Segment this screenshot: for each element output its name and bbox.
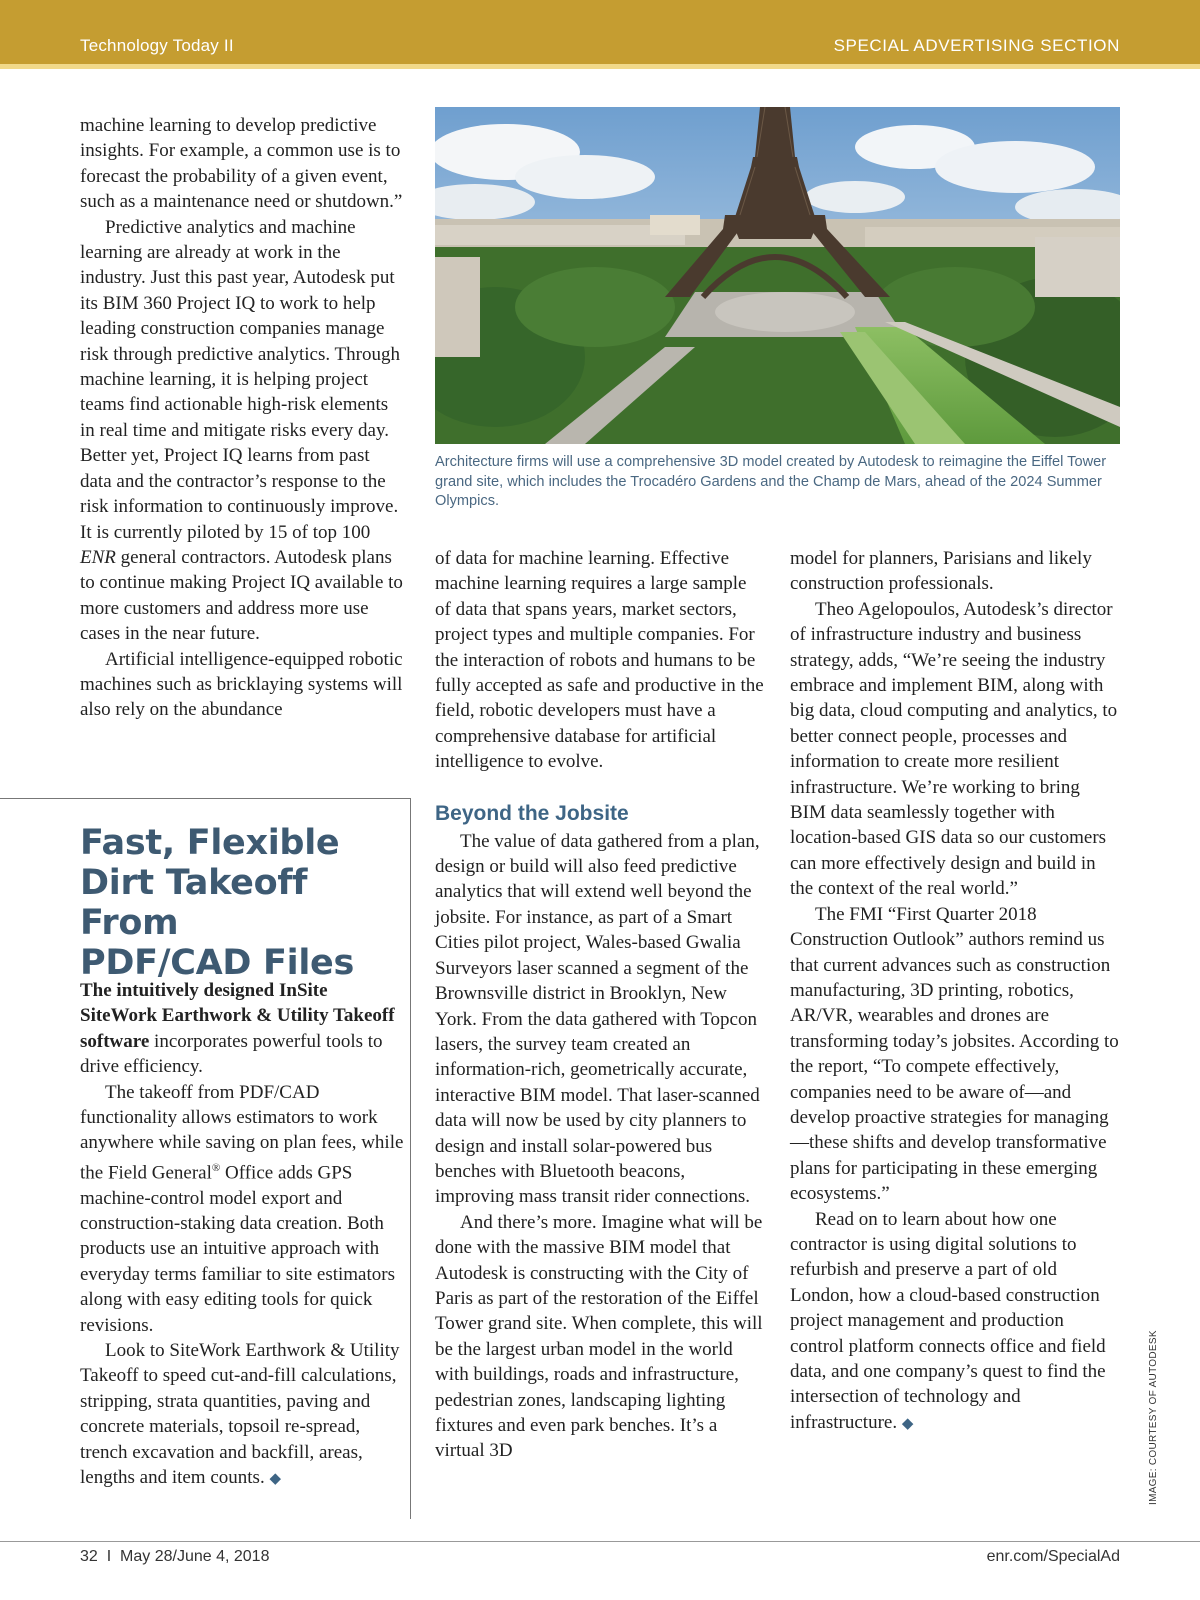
footer-rule: [0, 1541, 1200, 1542]
paragraph: Artificial intelligence-equipped robotic machines such as bricklaying systems will also rely on the abundance: [80, 648, 403, 721]
footer-url: enr.com/SpecialAd: [986, 1548, 1120, 1565]
paragraph: Predictive analytics and machine learning are already at work in the industry. Just this past year, Autodesk put its BIM 360 Project IQ to work to help leading construction companies manage risk through predictive analytics. Through machine learning, it is helping project teams find actionable high-risk elements in real time and mitigate risks every day. Better yet, Project IQ learns from past data and the contractor’s response to the risk information to continuously improve. It is currently piloted by 15 of top 100 ENR general contractors. Autodesk plans to continue making Project IQ available to more customers and address more use cases in the near future.: [80, 216, 403, 645]
registered-mark: ®: [211, 1161, 221, 1174]
image-credit: IMAGE: COURTESY OF AUTODESK: [1148, 1330, 1159, 1505]
section-title: Technology Today II: [80, 36, 234, 55]
end-mark-icon: ◆: [269, 1471, 281, 1488]
header-rule: [0, 64, 1200, 69]
sidebar-title: Fast, Flexible Dirt Takeoff From PDF/CAD Files: [80, 823, 354, 983]
paragraph: machine learning to develop predictive insights. For example, a common use is to forecast the probability of a given event, such as a maintenance need or shutdown.”: [80, 115, 403, 213]
paragraph: Look to SiteWork Earthwork & Utility Takeoff to speed cut-and-fill calculations, stripping, strata quantities, paving and concrete materials, topsoil re-spread, trench excavation and backfill, areas, lengths and item counts. ◆: [80, 1340, 400, 1489]
publication-name: ENR: [80, 546, 116, 568]
paragraph: model for planners, Parisians and likely construction professionals.: [790, 548, 1092, 595]
article-column-3: [790, 546, 1120, 1437]
paragraph: The value of data gathered from a plan, design or build will also feed predictive analytics that will extend well beyond the jobsite. For instance, as part of a Smart Cities pilot project, Wales-based Gwalia Surveyors laser scanned a segment of the Brownsville district in Brooklyn, New York. From the data gathered with Topcon lasers, the survey team created an information-rich, geometrically accurate, interactive BIM model. That laser-scanned data will now be used by city planners to design and install solar-powered bus benches with Bluetooth beacons, improving mass transit rider connections.: [435, 830, 760, 1208]
sidebar-body: [80, 978, 406, 1492]
subheading: Beyond the Jobsite: [435, 801, 629, 825]
paragraph: Read on to learn about how one contractor is using digital solutions to refurbish and preserve a part of old London, how a cloud-based construction project management and production control platform connects office and field data, and one company’s quest to find the intersection of technology and infrastructure. ◆: [790, 1208, 1106, 1433]
paragraph: The FMI “First Quarter 2018 Construction Outlook” authors remind us that current advances such as construction manufacturing, 3D printing, robotics, AR/VR, wearables and drones are transforming today’s jobsites. According to the report, “To compete effectively, companies need to be aware of—and develop proactive strategies for managing—these shifts and develop transformative plans for participating in these emerging ecosystems.”: [790, 903, 1119, 1205]
article-column-1: [80, 113, 406, 723]
eiffel-tower-photo: [435, 107, 1120, 444]
product-name: The intuitively designed InSite SiteWork Earthwork & Utility Takeoff software: [80, 980, 395, 1052]
paragraph: The takeoff from PDF/CAD functionality allows estimators to work anywhere while saving on plan fees, while the Field General® Office adds GPS machine-control model export and construction-staking data creation. Both products use an intuitive approach with everyday terms familiar to site estimators along with easy editing tools for quick revisions.: [80, 1081, 404, 1336]
page-number-date: 32 I May 28/June 4, 2018: [80, 1548, 270, 1565]
photo-caption: Architecture firms will use a comprehensive 3D model created by Autodesk to reimagine the Eiffel Tower grand site, which includes the Trocadéro Gardens and the Champ de Mars, ahead of the 2024 Summer Olympics.: [435, 454, 1107, 510]
paragraph: And there’s more. Imagine what will be done with the massive BIM model that Autodesk is constructing with the City of Paris as part of the restoration of the Eiffel Tower grand site. When complete, this will be the largest urban model in the world with buildings, roads and infrastructure, pedestrian zones, landscaping lighting fixtures and even park benches. It’s a virtual 3D: [435, 1211, 763, 1462]
article-column-2: [435, 546, 765, 1464]
paragraph: The intuitively designed InSite SiteWork Earthwork & Utility Takeoff software incorporates powerful tools to drive efficiency.: [80, 980, 395, 1078]
section-label: SPECIAL ADVERTISING SECTION: [833, 36, 1120, 55]
paragraph: Theo Agelopoulos, Autodesk’s director of infrastructure industry and business strategy, adds, “We’re seeing the industry embrace and implement BIM, along with big data, cloud computing and analytics, to better connect people, processes and information to create more resilient infrastructure. We’re working to bring BIM data seamlessly together with location-based GIS data so our customers can more effectively design and build in the context of the real world.”: [790, 598, 1118, 900]
end-mark-icon: ◆: [901, 1415, 914, 1432]
paragraph: of data for machine learning. Effective machine learning requires a large sample of data that spans years, market sectors, project types and multiple companies. For the interaction of robots and humans to be fully accepted as safe and productive in the field, robotic developers must have a comprehensive database for artificial intelligence to evolve.: [435, 548, 764, 773]
